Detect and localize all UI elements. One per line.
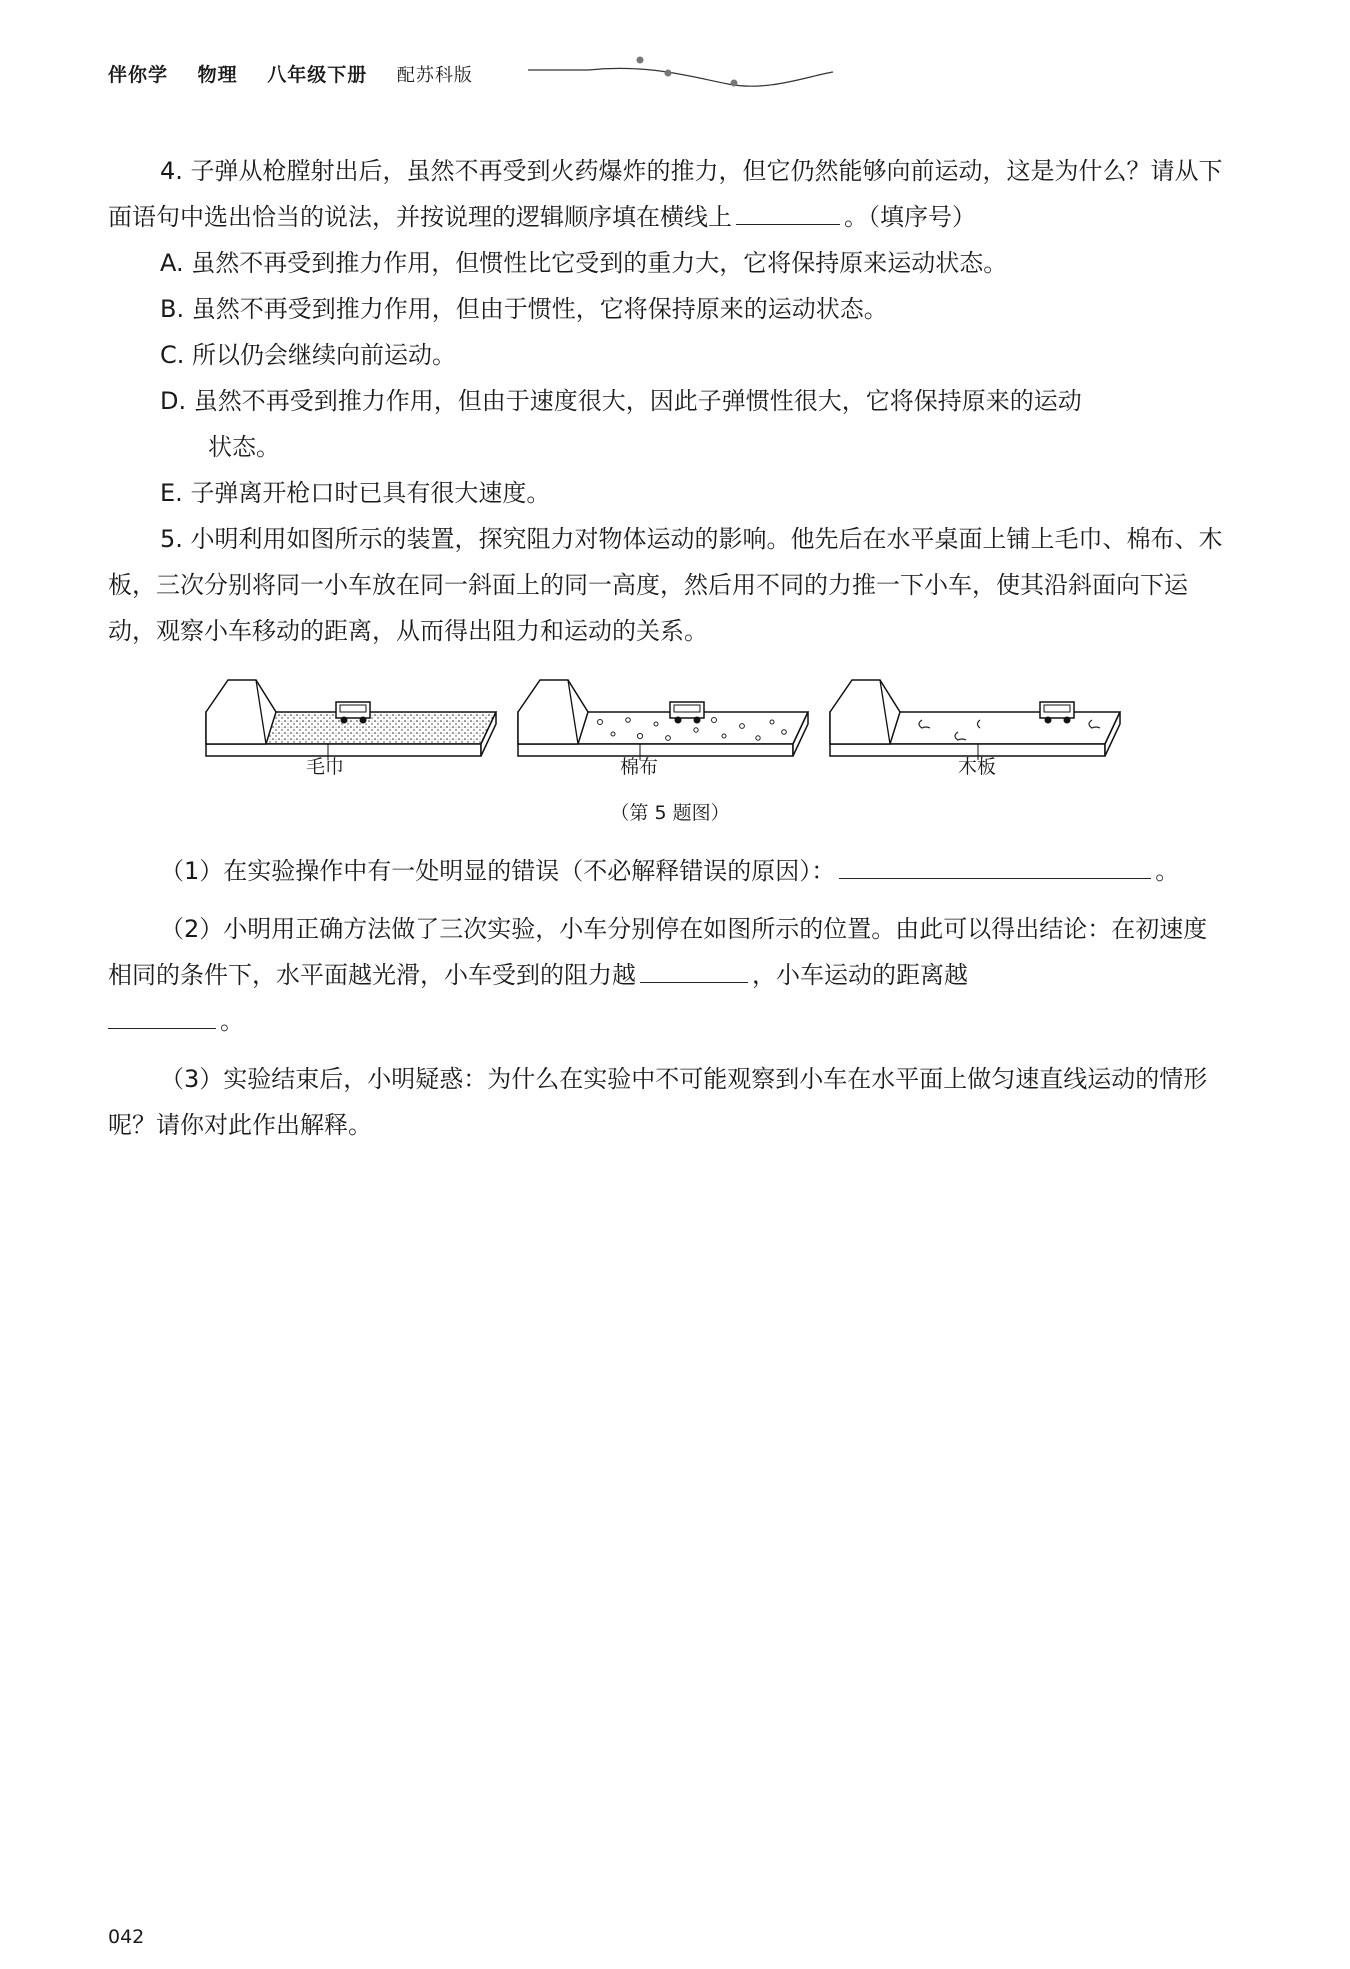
- q4-stem: 4. 子弹从枪膛射出后，虽然不再受到火药爆炸的推力，但它仍然能够向前运动，这是为什么？请从下面语句中选出恰当的说法，并按说理的逻辑顺序填在横线上 。（填序号）: [108, 157, 1223, 231]
- header-grade: 八年级下册: [267, 64, 368, 86]
- setup-wood: [830, 680, 1120, 756]
- figure-label-towel: 毛巾: [306, 756, 345, 778]
- q5-figure: [200, 664, 1140, 834]
- q5-subquestions: [108, 848, 1224, 1148]
- header-subject: 物理: [197, 64, 238, 86]
- q4-option-d: D. 虽然不再受到推力作用，但由于速度很大，因此子弹惯性很大，它将保持原来的运动: [160, 387, 1082, 415]
- q5-sub1: （1）在实验操作中有一处明显的错误（不必解释错误的原因）： 。: [108, 848, 1224, 894]
- setup-cotton: [518, 680, 808, 756]
- figure-label-wood: 木板: [958, 756, 997, 778]
- q5-sub2-blank-2[interactable]: [108, 1000, 216, 1029]
- figure-label-cotton: 棉布: [620, 756, 659, 778]
- q4-option-b: B. 虽然不再受到推力作用，但由于惯性，它将保持原来的运动状态。: [160, 295, 888, 323]
- page-header: [108, 56, 1238, 96]
- q4-answer-blank[interactable]: [736, 196, 840, 225]
- figure-caption: （第 5 题图）: [610, 802, 730, 824]
- header-title: [108, 60, 495, 87]
- q4-option-a: A. 虽然不再受到推力作用，但惯性比它受到的重力大，它将保持原来运动状态。: [160, 249, 1008, 277]
- q5-sub3: （3）实验结束后，小明疑惑：为什么在实验中不可能观察到小车在水平面上做匀速直线运动的情形呢？请你对此作出解释。: [108, 1065, 1208, 1139]
- header-series: 伴你学: [108, 64, 169, 86]
- header-edition: 配苏科版: [396, 65, 473, 86]
- q5-sub2: （2）小明用正确方法做了三次实验，小车分别停在如图所示的位置。由此可以得出结论：在初速度相同的条件下，水平面越光滑，小车受到的阻力越 ，小车运动的距离越 。: [108, 915, 1208, 1035]
- q4-option-c: C. 所以仍会继续向前运动。: [160, 341, 457, 369]
- q5-sub1-blank[interactable]: [839, 850, 1151, 879]
- q4-option-d-continued: 状态。: [208, 433, 280, 461]
- setup-towel: [206, 680, 496, 756]
- header-decoration-icon: [468, 56, 838, 96]
- q5-sub2-blank-1[interactable]: [640, 954, 748, 983]
- q5-stem: 5. 小明利用如图所示的装置，探究阻力对物体运动的影响。他先后在水平桌面上铺上毛巾、棉布、木板，三次分别将同一小车放在同一斜面上的同一高度，然后用不同的力推一下小车，使其沿斜面向下运动，观察小车移动的距离，从而得出阻力和运动的关系。: [108, 525, 1223, 645]
- question-4: [108, 148, 1224, 654]
- q4-option-e: E. 子弹离开枪口时已具有很大速度。: [160, 479, 551, 507]
- page-number: 042: [108, 1926, 145, 1948]
